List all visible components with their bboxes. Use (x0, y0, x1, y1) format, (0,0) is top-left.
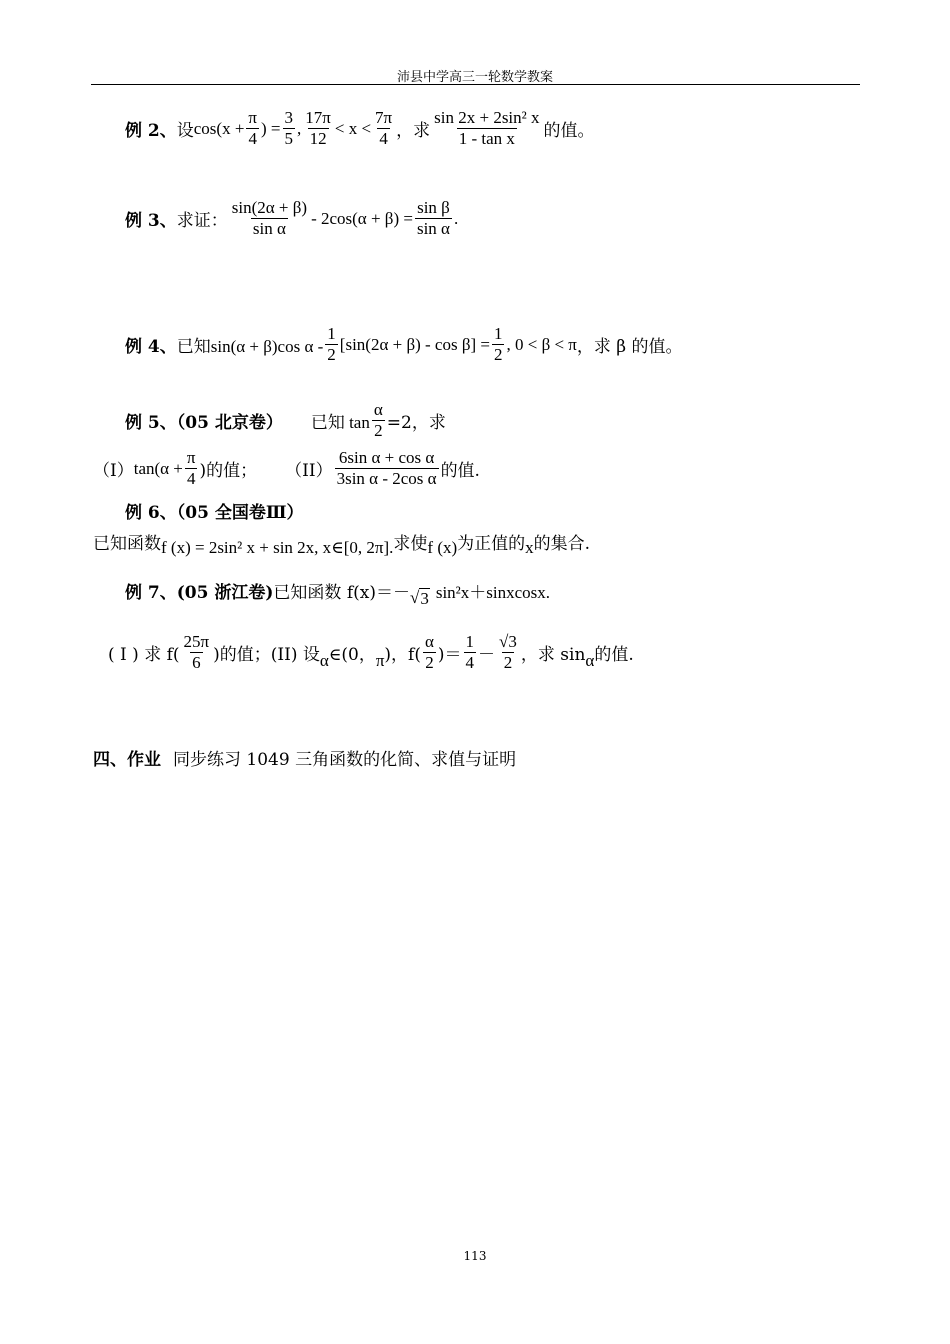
example-7-tail: sin²x＋sinxcosx. (435, 583, 551, 602)
example-2 (125, 108, 595, 149)
example-5-parts (93, 448, 480, 489)
header-rule (91, 84, 860, 85)
function-fx: f (x) (427, 538, 458, 557)
part-2-tail: 的值. (440, 461, 480, 481)
example-3-label: 例 3、 (125, 211, 177, 231)
minus: － (478, 645, 496, 665)
fraction: $\frac{\sin(2\alpha + \beta)}{\text{sin α}}$ (231, 198, 308, 238)
example-5-label: 例 5、（05 北京卷） (125, 413, 283, 433)
homework-label: 四、作业 (93, 750, 161, 770)
example-5-tail: =2，求 (386, 413, 446, 433)
example-2-tail: 的值。 (543, 121, 595, 141)
example-6-mid: 求使 (393, 533, 428, 554)
example-5 (125, 400, 446, 441)
fraction: $\frac{1}{2}$ (493, 324, 503, 364)
homework-text: 同步练习 1049 三角函数的化简、求值与证明 (173, 750, 517, 770)
example-5-lead: 已知 tan (310, 413, 370, 432)
homework (93, 745, 516, 770)
interval: ∈(0， (328, 645, 376, 665)
example-6-tail: 的集合. (533, 533, 591, 554)
example-2-lead: 设 (176, 121, 194, 141)
fraction: $\frac{\text{6sin α + cos α}}{\text{3sin α - 2cos α}}$ (336, 448, 437, 488)
fraction: $\frac{\pi}{4}$ (248, 108, 258, 148)
fraction: $\frac{17\pi}{12}$ (305, 108, 331, 148)
variable-x: x (525, 538, 534, 557)
fraction: $\frac{1}{4}$ (465, 632, 475, 672)
example-3 (125, 198, 458, 239)
example-7-label: 例 7、(05 浙江卷) (125, 583, 274, 603)
inequality: < x < (334, 118, 372, 138)
sqrt-3: √ 3 (409, 588, 429, 608)
page-header: 沛县中学高三一轮数学教案 (396, 70, 553, 85)
fraction: $\frac{3}{5}$ (284, 108, 294, 148)
example-4-label: 例 4、 (125, 337, 177, 357)
example-7 (125, 572, 550, 609)
example-4-tail: ，求 β 的值。 (576, 337, 683, 357)
part-1: ( I ) 求 f( (108, 645, 180, 665)
alpha: α (319, 650, 329, 670)
fraction: $\frac{25\pi}{6}$ (183, 632, 210, 672)
part-1-tail: )的值； (199, 461, 258, 481)
example-6-mid2: 为正值的 (457, 533, 526, 554)
alpha: α (585, 650, 595, 670)
fraction: $\frac{\pi}{4}$ (186, 448, 196, 488)
fraction: $\frac{√3}{2}$ (499, 632, 517, 672)
equals: ) = (261, 118, 281, 138)
part-2-end: 的值. (594, 645, 634, 665)
part-1-expr: tan(α + (133, 458, 183, 478)
example-4 (125, 324, 683, 365)
fraction: $\frac{\alpha}{2}$ (373, 400, 383, 440)
example-3-lead: 求证： (176, 211, 228, 231)
part-1-tail: )的值；(II) 设 (213, 645, 320, 665)
fraction: $\frac{\text{sin β}}{\text{sin α}}$ (416, 198, 450, 238)
example-7-parts (108, 632, 634, 673)
example-6 (93, 524, 590, 558)
example-6-lead: 已知函数 (93, 533, 161, 554)
page-number: 113 (463, 1249, 487, 1263)
example-2-mid: ，求 (396, 121, 431, 141)
comma: , (297, 118, 302, 138)
example-2-label: 例 2、 (125, 121, 177, 141)
example-2-expr: cos(x + (193, 118, 245, 138)
fraction: $\frac{\alpha}{2}$ (424, 632, 434, 672)
part-2: )，f( (384, 645, 421, 665)
example-7-lead: 已知函数 f(x)＝－ (273, 583, 410, 603)
example-6-expr: f (x) = 2sin² x + sin 2x, x∈[0, 2π]. (161, 538, 394, 557)
period: . (453, 208, 459, 228)
fraction: $\frac{1}{2}$ (327, 324, 336, 364)
equals: )＝ (437, 645, 462, 665)
example-3-mid: - 2cos(α + β) = (311, 208, 413, 228)
example-4-mid: [sin(2α + β) - cos β] = (339, 334, 490, 354)
fraction: $\frac{7\pi}{4}$ (375, 108, 393, 148)
part-2-label: （II） (285, 461, 333, 481)
pi: π (375, 650, 385, 670)
example-6-label: 例 6、（05 全国卷Ⅲ） (125, 503, 304, 523)
example-4-lead: 已知sin(α + β)cos α - (176, 337, 324, 356)
example-4-condition: , 0 < β < π (506, 334, 577, 354)
fraction: $\frac{\text{sin 2x + 2sin² x}}{\text{1 - tan x}}$ (434, 108, 540, 148)
part-1-label: （I） (93, 461, 134, 481)
part-2-tail: ，求 sin (520, 645, 586, 665)
